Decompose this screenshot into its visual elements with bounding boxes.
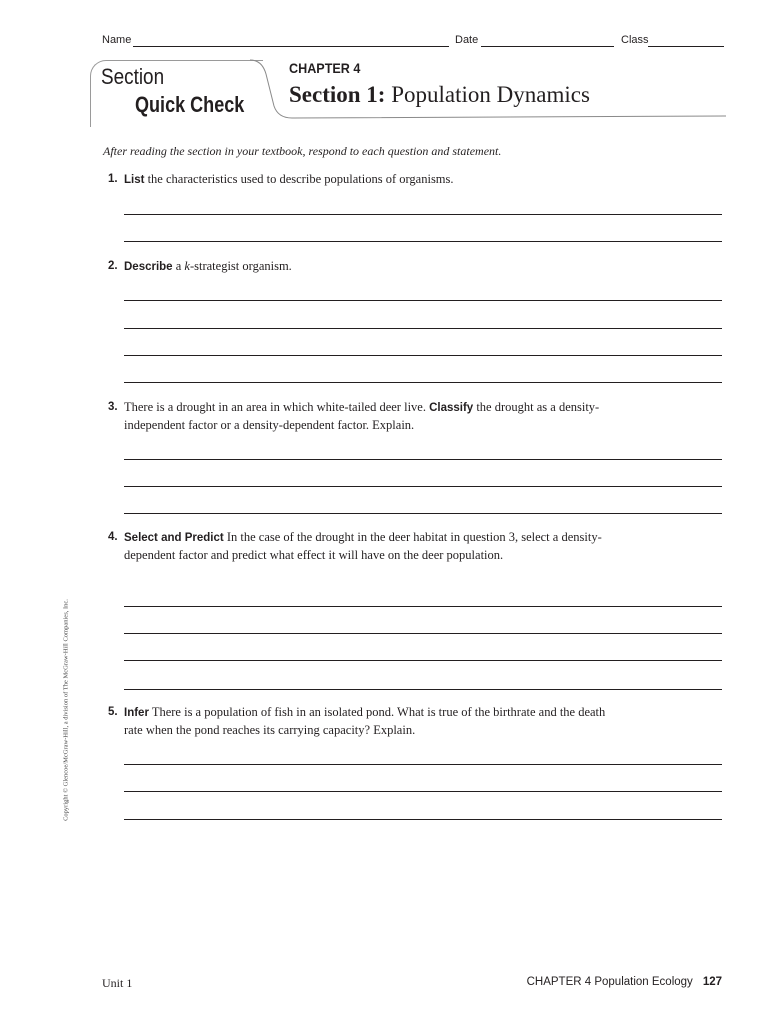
answer-line[interactable]: [124, 660, 722, 661]
footer-chapter: [527, 976, 722, 988]
instructions: After reading the section in your textbook, respond to each question and statement.: [103, 144, 502, 158]
answer-line[interactable]: [124, 486, 722, 487]
footer-unit: Unit 1: [102, 976, 133, 990]
question-italic: k: [184, 259, 190, 273]
answer-line[interactable]: [124, 819, 722, 820]
answer-line[interactable]: [124, 241, 722, 242]
date-field[interactable]: [481, 46, 614, 47]
section-tab-line2: Quick Check: [135, 92, 245, 117]
question-number: 3.: [108, 401, 118, 413]
question-keyword: Infer: [124, 707, 149, 719]
answer-line[interactable]: [124, 513, 722, 514]
answer-line[interactable]: [124, 689, 722, 690]
question-text: a: [172, 259, 185, 273]
question-text: the drought as a density-independent factor or a density-dependent factor. Explain.: [124, 400, 600, 432]
page-number: 127: [702, 976, 722, 988]
question-text: In the case of the drought in the deer habitat in question 3, select a density-dependent factor and predict what effect it will have on the deer population.: [124, 530, 602, 562]
question-number: 5.: [108, 706, 118, 718]
question-1: [108, 171, 608, 189]
name-field[interactable]: [133, 46, 449, 47]
question-3: [108, 399, 608, 434]
question-text: the characteristics used to describe populations of organisms.: [144, 172, 454, 186]
class-label: Class: [621, 34, 649, 46]
question-text: There is a population of fish in an isolated pond. What is true of the birthrate and the death rate when the pond reaches its carrying capacity? Explain.: [124, 705, 606, 737]
answer-line[interactable]: [124, 633, 722, 634]
section-number: Section 1:: [289, 82, 386, 107]
question-5: [108, 704, 608, 739]
question-keyword: Classify: [429, 402, 474, 414]
answer-line[interactable]: [124, 764, 722, 765]
answer-line[interactable]: [124, 300, 722, 301]
section-tab-line1: Section: [101, 64, 165, 89]
question-4: [108, 529, 608, 564]
answer-line[interactable]: [124, 328, 722, 329]
name-label: Name: [102, 34, 132, 46]
question-keyword: List: [124, 174, 145, 186]
question-text: -strategist organism.: [189, 259, 292, 273]
section-name: Population Dynamics: [391, 82, 590, 107]
section-title: [289, 82, 590, 108]
question-keyword: Describe: [124, 261, 173, 273]
chapter-label: CHAPTER 4: [289, 60, 361, 76]
question-2: [108, 258, 608, 276]
question-text: There is a drought in an area in which white-tailed deer live.: [124, 400, 430, 414]
copyright-notice: Copyright © Glencoe/McGraw-Hill, a division of The McGraw-Hill Companies, Inc.: [62, 599, 70, 821]
question-number: 2.: [108, 260, 118, 272]
answer-line[interactable]: [124, 791, 722, 792]
answer-line[interactable]: [124, 382, 722, 383]
answer-line[interactable]: [124, 606, 722, 607]
footer-chapter-title: CHAPTER 4 Population Ecology: [526, 976, 693, 988]
date-label: Date: [455, 34, 479, 46]
answer-line[interactable]: [124, 459, 722, 460]
class-field[interactable]: [648, 46, 724, 47]
question-keyword: Select and Predict: [124, 532, 224, 544]
question-number: 4.: [108, 531, 118, 543]
answer-line[interactable]: [124, 214, 722, 215]
answer-line[interactable]: [124, 355, 722, 356]
question-number: 1.: [108, 173, 118, 185]
